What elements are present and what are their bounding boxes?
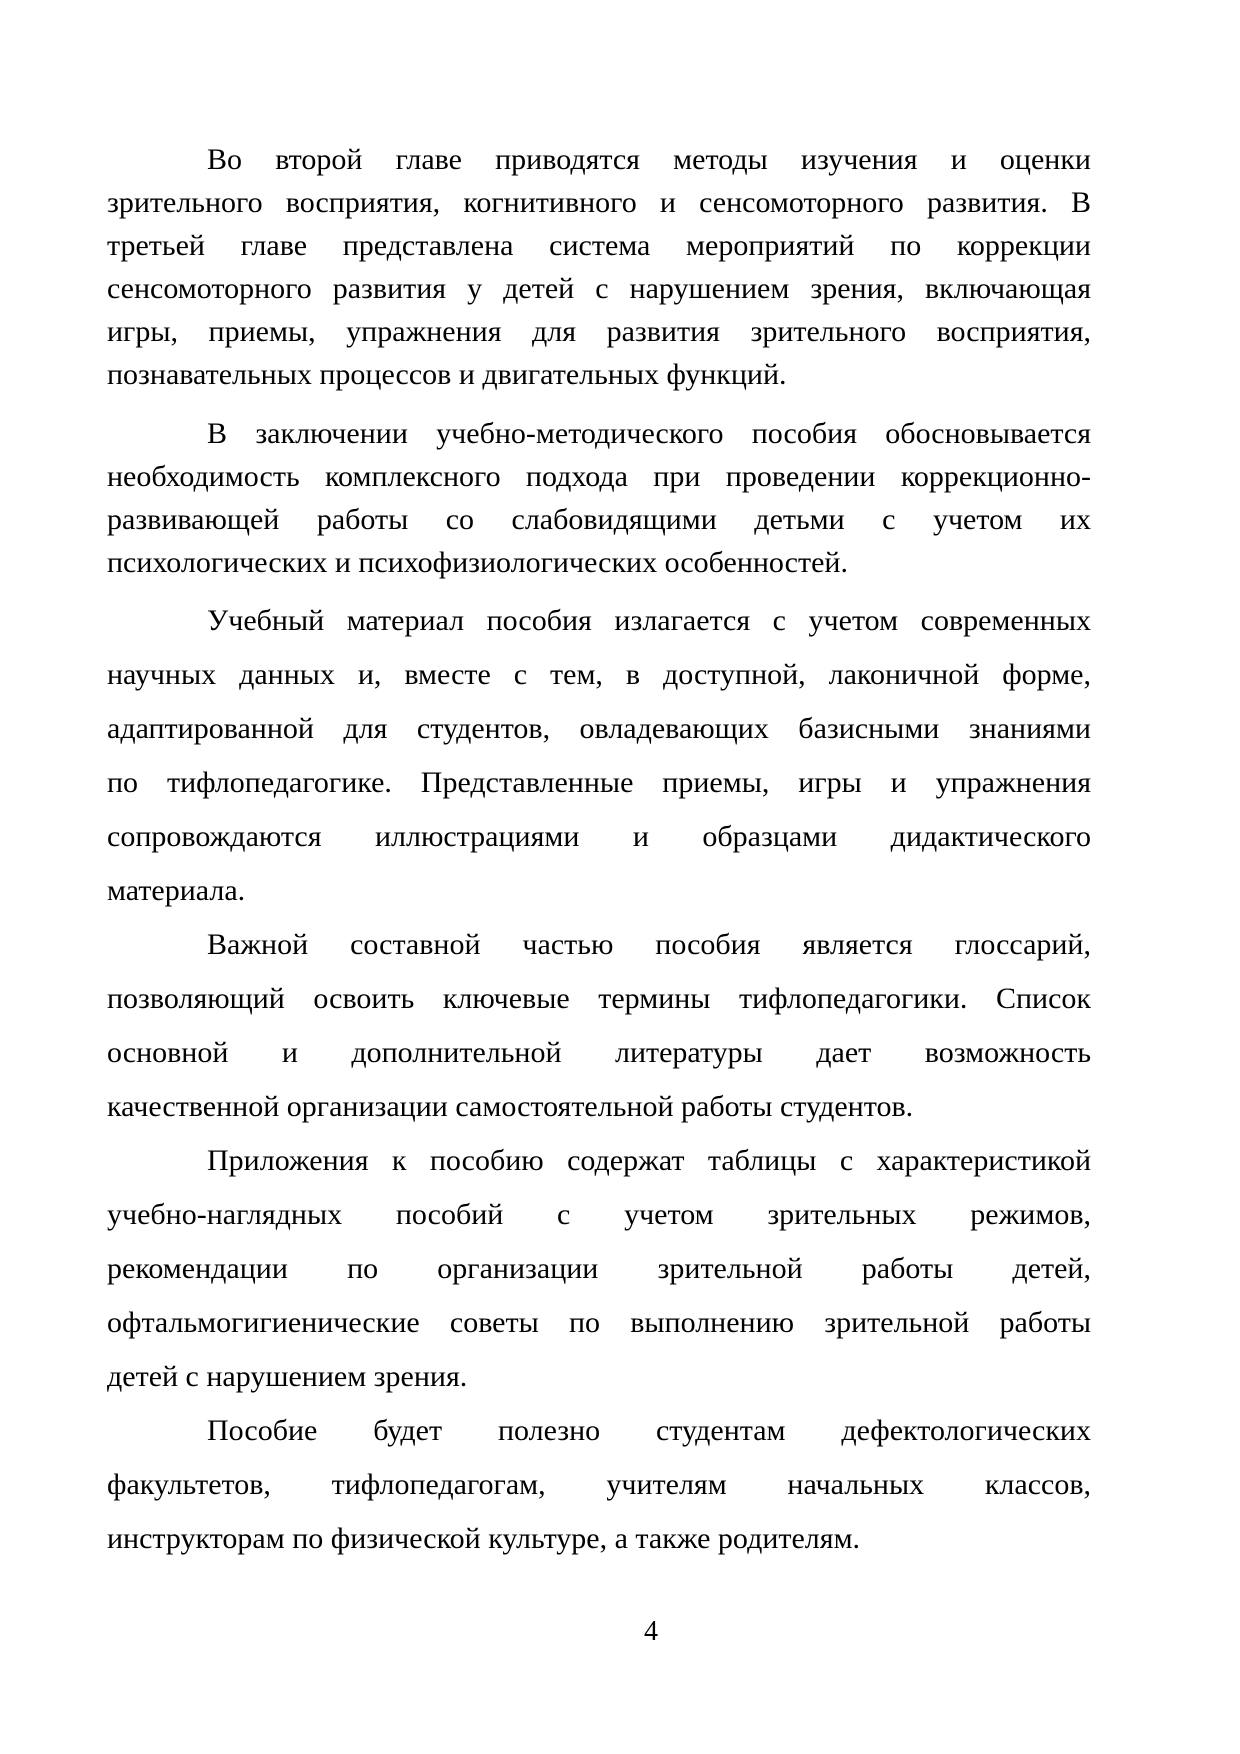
text-line: позволяющий освоить ключевые термины тифлопедагогики. Список <box>107 982 1091 1015</box>
text-line: научных данных и, вместе с тем, в доступной, лаконичной форме, <box>107 658 1091 691</box>
text-line: познавательных процессов и двигательных функций. <box>107 358 787 391</box>
text-line: основной и дополнительной литературы дает возможность <box>107 1036 1091 1069</box>
paragraph <box>107 412 1091 584</box>
text-line: рекомендации по организации зрительной работы детей, <box>107 1252 1091 1285</box>
text-line: В заключении учебно-методического пособия обосновывается <box>207 417 1091 450</box>
page-number: 4 <box>644 1616 658 1647</box>
text-line: третьей главе представлена система мероприятий по коррекции <box>107 229 1091 262</box>
paragraph <box>107 594 1091 918</box>
text-line: зрительного восприятия, когнитивного и сенсомоторного развития. В <box>107 186 1091 219</box>
text-line: сопровождаются иллюстрациями и образцами дидактического <box>107 820 1091 853</box>
text-line: адаптированной для студентов, овладевающих базисными знаниями <box>107 712 1091 745</box>
text-line: сенсомоторного развития у детей с нарушением зрения, включающая <box>107 272 1091 305</box>
paragraph <box>107 1134 1091 1404</box>
text-line: Пособие будет полезно студентам дефектологических <box>207 1414 1091 1447</box>
text-line: по тифлопедагогике. Представленные приемы, игры и упражнения <box>107 766 1091 799</box>
text-line: Важной составной частью пособия является глоссарий, <box>207 928 1091 961</box>
text-line: учебно-наглядных пособий с учетом зрительных режимов, <box>107 1198 1091 1231</box>
text-line: психологических и психофизиологических особенностей. <box>107 546 848 579</box>
text-line: Приложения к пособию содержат таблицы с характеристикой <box>207 1144 1091 1177</box>
text-line: офтальмогигиенические советы по выполнению зрительной работы <box>107 1306 1091 1339</box>
text-line: факультетов, тифлопедагогам, учителям начальных классов, <box>107 1468 1091 1501</box>
text-line: игры, приемы, упражнения для развития зрительного восприятия, <box>107 315 1091 348</box>
paragraph <box>107 138 1091 396</box>
text-line: Во второй главе приводятся методы изучения и оценки <box>207 143 1091 176</box>
text-line: необходимость комплексного подхода при проведении коррекционно- <box>107 460 1091 493</box>
text-line: инструкторам по физической культуре, а также родителям. <box>107 1522 861 1555</box>
text-line: Учебный материал пособия излагается с учетом современных <box>207 604 1091 637</box>
text-line: детей с нарушением зрения. <box>107 1360 468 1393</box>
text-line: материала. <box>107 874 246 907</box>
document-body <box>107 138 1091 1566</box>
paragraph <box>107 918 1091 1134</box>
text-line: развивающей работы со слабовидящими детьми с учетом их <box>107 503 1091 536</box>
paragraph <box>107 1404 1091 1566</box>
text-line: качественной организации самостоятельной работы студентов. <box>107 1090 914 1123</box>
